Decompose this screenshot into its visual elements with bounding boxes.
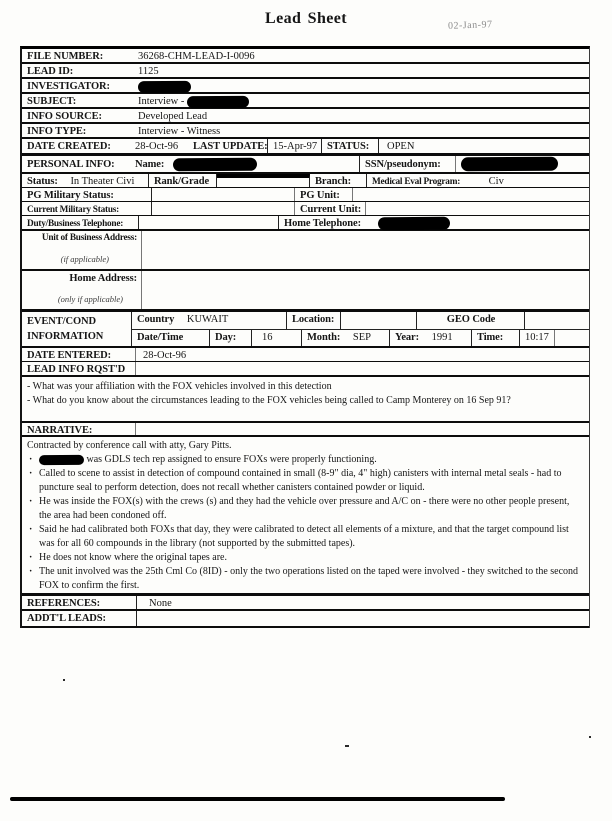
day-label: Day: (210, 330, 252, 347)
status-value: OPEN (387, 141, 415, 152)
date-created-value: 28-Oct-96 (135, 141, 179, 152)
current-unit-label: Current Unit: (300, 204, 362, 215)
row-pg-military (22, 188, 589, 202)
ssn-value (455, 156, 589, 172)
file-number-value: 36268-CHM-LEAD-I-0096 (138, 51, 255, 62)
scan-speck (345, 745, 349, 747)
scan-speck (63, 679, 65, 681)
person-status-label: Status: (27, 176, 58, 187)
lead-id-label: LEAD ID: (27, 66, 74, 77)
home-address-labels (22, 271, 142, 309)
home-phone-label: Home Telephone: (284, 218, 361, 229)
row-narrative-label (22, 423, 589, 437)
pg-unit-value (352, 188, 589, 201)
narrative-label-divider (135, 423, 145, 435)
redaction-bar (187, 95, 249, 107)
current-status-label: Current Military Status: (22, 202, 152, 215)
row-references (22, 596, 589, 611)
event-info-grid (132, 312, 589, 346)
event-info-label (22, 312, 132, 346)
home-address-label: Home Address: (69, 273, 137, 284)
info-type-value: Interview - Witness (138, 126, 221, 137)
bullet-marker: · (29, 468, 33, 479)
geo-code-value (525, 312, 589, 329)
month-label: Month: (307, 331, 341, 343)
investigator-label: INVESTIGATOR: (27, 81, 110, 92)
personal-info-label: PERSONAL INFO: (27, 159, 115, 170)
event-row-datetime (132, 330, 589, 347)
person-status-field (22, 174, 149, 187)
month-value: SEP (352, 331, 371, 343)
row-lead-id (22, 64, 589, 79)
business-address-value (142, 231, 589, 269)
row-lead-info-rqstd (22, 362, 589, 377)
narrative-body (22, 437, 589, 593)
date-entered-value: 28-Oct-96 (135, 348, 589, 361)
rank-grade-value (217, 174, 310, 187)
row-current-military (22, 202, 589, 216)
bullet-marker: · (29, 524, 33, 535)
redaction-bar (461, 157, 558, 172)
pg-unit-label: PG Unit: (300, 190, 340, 201)
time-value: 10:17 (520, 330, 555, 347)
pg-status-value (152, 188, 295, 201)
year-value: 1991 (431, 331, 453, 343)
question-2: - What do you know about the circumstances leading to the FOX vehicles being called to Camp Monterey on 16 Sep 91? (27, 395, 511, 406)
home-address-value (142, 271, 589, 309)
lead-sheet-form (20, 46, 590, 628)
narrative-bullets (27, 453, 580, 593)
medical-field (367, 174, 589, 187)
location-label: Location: (287, 312, 341, 329)
row-addtl-leads (22, 611, 589, 628)
row-business-address (22, 231, 589, 271)
redaction-bar (39, 455, 84, 465)
references-label: REFERENCES: (22, 596, 137, 609)
print-date: 02-Jan-97 (447, 19, 493, 32)
year-label: Year: (395, 331, 419, 343)
lead-info-value (135, 362, 589, 375)
last-update-label: LAST UPDATE: (188, 139, 268, 153)
event-label-line1: EVENT/COND (27, 316, 97, 327)
date-created-label: DATE CREATED: (27, 141, 111, 152)
home-address-note: (only if applicable) (57, 294, 123, 304)
addtl-leads-value (137, 611, 589, 626)
investigator-value (130, 79, 589, 92)
year-field (390, 330, 472, 347)
current-unit-value (365, 202, 589, 215)
ssn-label: SSN/pseudonym: (365, 159, 441, 170)
questions-block (22, 377, 589, 421)
scan-artifact-line (10, 797, 505, 801)
event-row-location (132, 312, 589, 330)
narrative-bullet: · He does not know where the original tapes are. (29, 552, 227, 563)
file-number-label: FILE NUMBER: (27, 51, 104, 62)
name-field (130, 156, 360, 172)
narrative-label: NARRATIVE: (27, 425, 93, 436)
row-telephones (22, 216, 589, 231)
day-value: 16 (252, 330, 302, 347)
row-date-entered (22, 348, 589, 362)
current-status-value (152, 202, 295, 215)
country-label: Country (137, 314, 175, 325)
addtl-leads-label: ADDT'L LEADS: (22, 611, 137, 626)
name-label: Name: (135, 159, 165, 170)
row-info-source (22, 109, 589, 124)
business-address-label: Unit of Business Address: (41, 233, 137, 243)
row-event-info (22, 312, 589, 348)
time-spacer (555, 330, 589, 347)
bullet-marker: · (29, 496, 33, 507)
narrative-bullet: · was GDLS tech rep assigned to ensure FOXs were properly functioning. (29, 454, 377, 465)
info-source-value: Developed Lead (138, 111, 208, 122)
row-investigator (22, 79, 589, 94)
geo-code-label: GEO Code (417, 312, 525, 329)
month-field (302, 330, 390, 347)
row-home-address (22, 271, 589, 312)
row-date-created (22, 139, 589, 156)
redaction-bar (173, 158, 257, 172)
country-field (132, 312, 287, 329)
row-questions (22, 377, 589, 423)
last-update-value: 15-Apr-97 (268, 139, 322, 153)
row-file-number (22, 49, 589, 64)
subject-value (130, 94, 589, 107)
datetime-label: Date/Time (132, 330, 210, 347)
country-value: KUWAIT (186, 314, 229, 325)
references-value: None (149, 598, 172, 609)
narrative-label-spacer (145, 423, 589, 435)
narrative-bullet: · Said he had calibrated both FOXs that day, they were calibrated to detect all elements of a mixture, and that the target compound list was for all 60 compounds in the library (not supported by the submitted tapes). (29, 524, 569, 549)
pg-status-label: PG Military Status: (22, 188, 152, 201)
redaction-bar (378, 217, 450, 231)
row-personal-info (22, 156, 589, 174)
person-status-value: In Theater Civi (70, 176, 135, 187)
lead-info-label: LEAD INFO RQST'D (27, 364, 126, 375)
question-1: - What was your affiliation with the FOX vehicles involved in this detection (27, 381, 332, 392)
event-label-line2: INFORMATION (27, 331, 104, 342)
business-address-labels (22, 231, 142, 269)
bullet-marker: · (29, 566, 33, 577)
info-source-label: INFO SOURCE: (27, 111, 102, 122)
narrative-bullet: · The unit involved was the 25th Cml Co (8ID) - only the two operations listed on the taped were involved - they switched to the second FOX to confirm the first. (29, 566, 579, 591)
redaction-bar (138, 80, 191, 92)
rank-grade-label: Rank/Grade (149, 174, 217, 187)
medical-value: Civ (488, 176, 504, 187)
date-entered-label: DATE ENTERED: (27, 350, 111, 361)
info-type-label: INFO TYPE: (27, 126, 87, 137)
narrative-bullet: · Called to scene to assist in detection of compound contained in small (8-9" dia, 4" high) canisters with internal metal seals - had to puncture seal to perform detection, does not recall whether canisters contained powder or liquid. (29, 468, 562, 493)
narrative-bullet: · He was inside the FOX(s) with the crews (s) and they had the vehicle over pressure and A/C on - there were no other people present, the area had been condoned off. (29, 496, 570, 521)
page-title: Lead Sheet (265, 10, 347, 27)
branch-label: Branch: (310, 174, 367, 187)
medical-label: Medical Eval Program: (372, 177, 461, 187)
duty-phone-label: Duty/Business Telephone: (22, 216, 139, 229)
scan-speck (589, 736, 591, 738)
row-person-status (22, 174, 589, 188)
narrative-intro: Contracted by conference call with atty, Gary Pitts. (27, 440, 232, 451)
business-address-note: (if applicable) (60, 254, 109, 264)
location-value (341, 312, 417, 329)
row-subject (22, 94, 589, 109)
bullet-marker: · (29, 552, 33, 563)
row-narrative-body (22, 437, 589, 596)
status-label: STATUS: (322, 139, 379, 153)
home-phone-field (279, 216, 589, 229)
subject-label: SUBJECT: (27, 96, 77, 107)
subject-prefix: Interview - (138, 96, 187, 107)
duty-phone-value (139, 216, 279, 229)
bullet-marker: · (29, 454, 33, 465)
row-info-type (22, 124, 589, 139)
lead-id-value: 1125 (138, 66, 159, 77)
time-label: Time: (472, 330, 520, 347)
